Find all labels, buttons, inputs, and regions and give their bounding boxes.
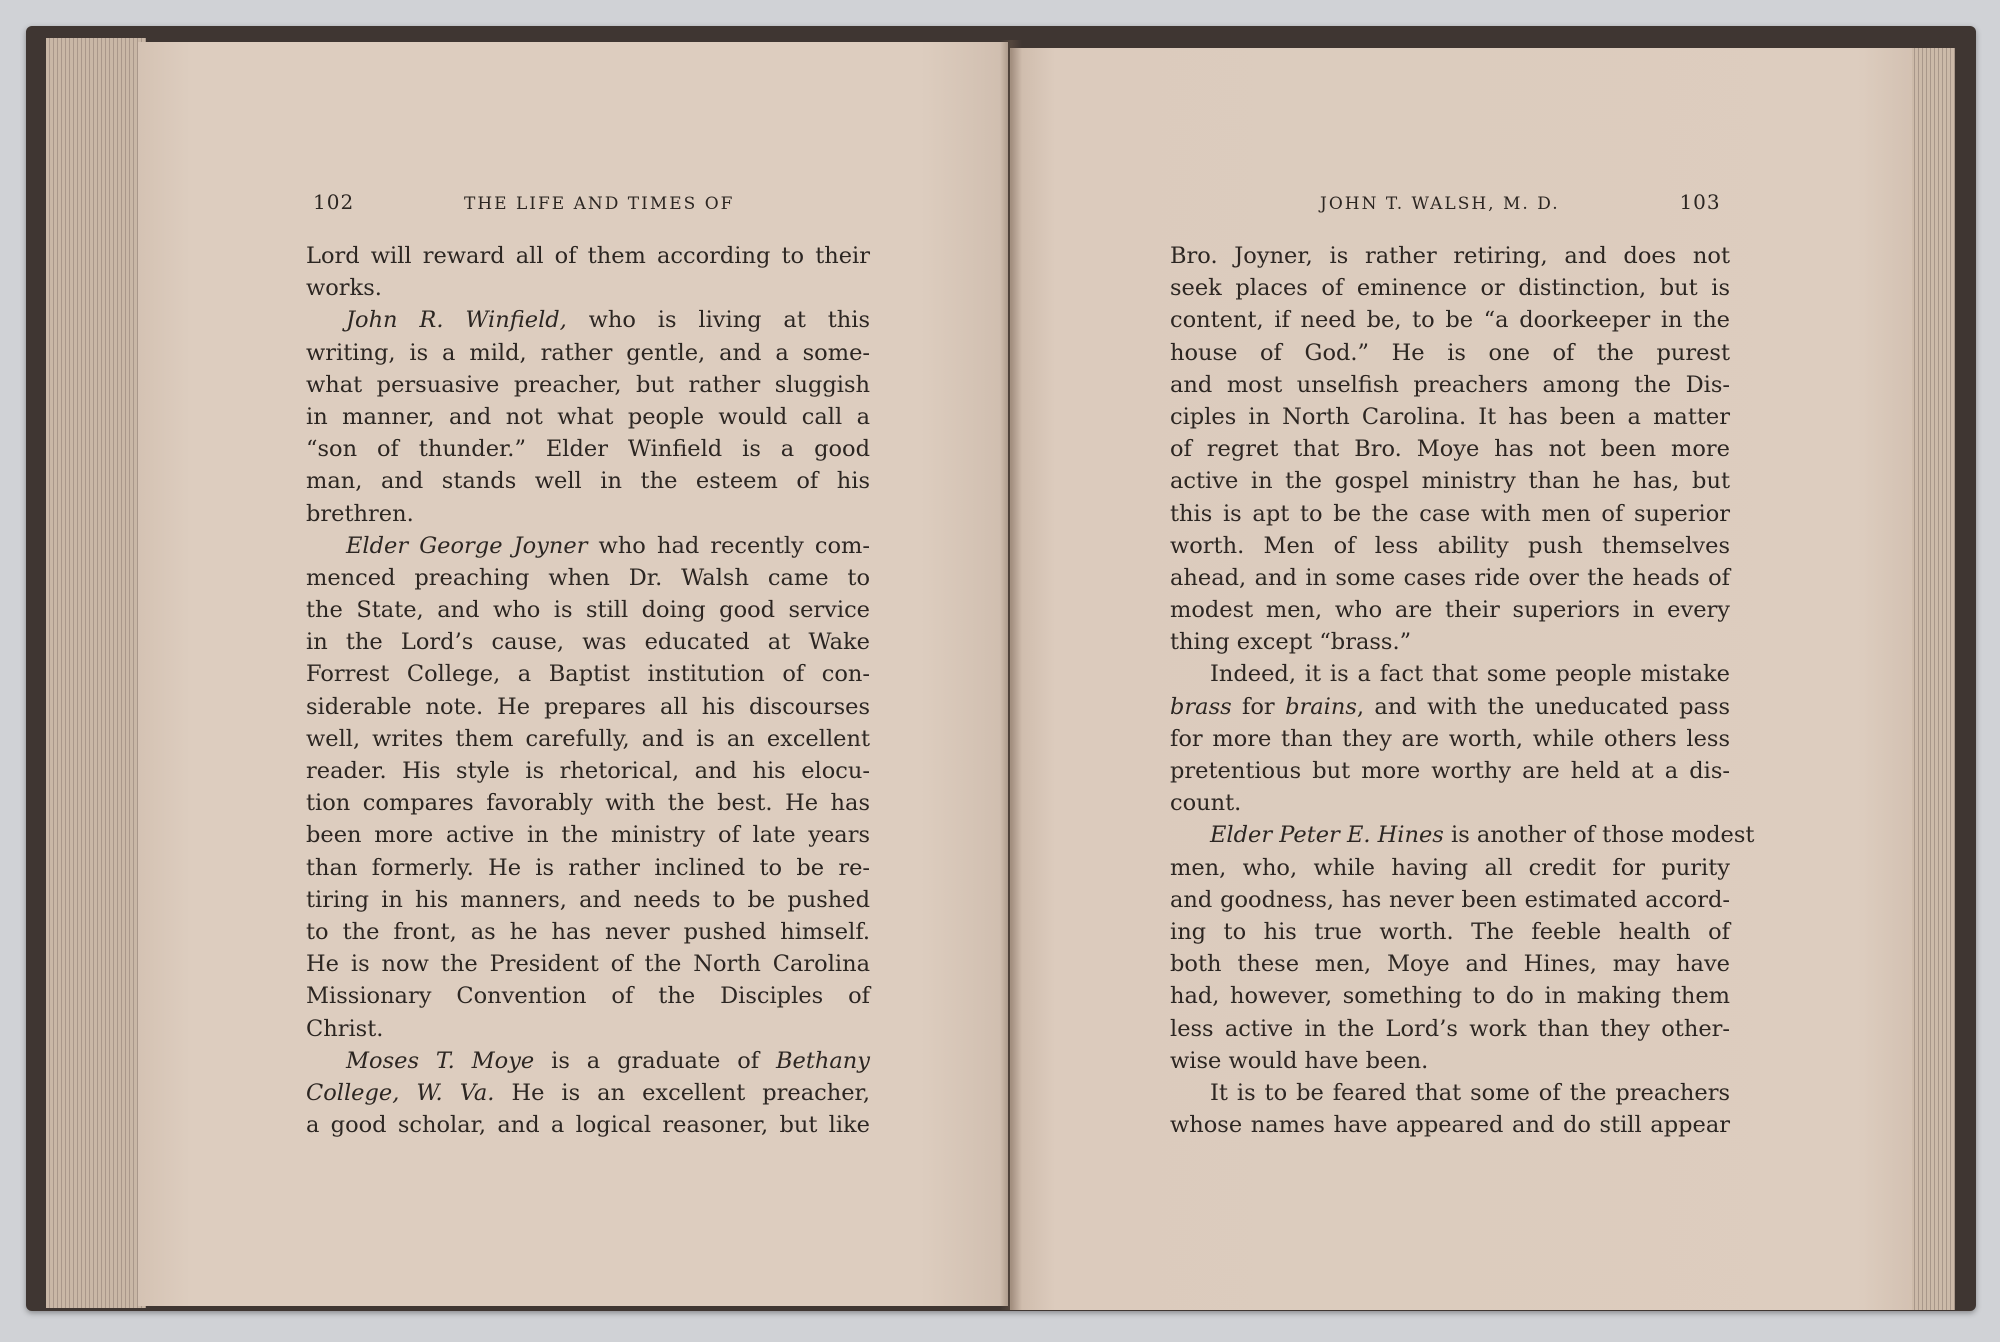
italic-text: Bethany (776, 1047, 870, 1074)
text-line (1170, 1013, 1730, 1045)
line-text: seek places of eminence or distinction, but is (1170, 275, 1730, 302)
text-line (306, 272, 870, 304)
text-line (1170, 819, 1755, 851)
line-text: He is now the President of the North Carolina (306, 951, 870, 978)
line-text: works. (306, 275, 382, 302)
line-text: siderable note. He prepares all his discourses (306, 693, 870, 720)
line-text: whose names have appeared and do still appear (1170, 1112, 1730, 1139)
line-text: He is an excellent preacher, (494, 1079, 870, 1106)
text-line (1170, 1077, 1730, 1109)
line-text: content, if need be, to be “a doorkeeper in the (1170, 307, 1730, 334)
line-text: well, writes them carefully, and is an excellent (306, 725, 870, 752)
text-line (306, 433, 870, 465)
line-text: Lord will reward all of them according to their (306, 243, 870, 269)
text-line (306, 948, 870, 980)
text-line (306, 1109, 870, 1141)
text-line (1170, 755, 1730, 787)
italic-text: Elder Peter E. Hines (1210, 822, 1444, 849)
line-text: to the front, as he has never pushed himself. (306, 918, 870, 945)
line-text: active in the gospel ministry than he has, but (1170, 468, 1730, 495)
line-text: Bro. Joyner, is rather retiring, and does not (1170, 243, 1730, 269)
text-line (306, 594, 870, 626)
line-text: tiring in his manners, and needs to be pushed (306, 886, 870, 913)
line-text: brethren. (306, 500, 414, 527)
text-line (1170, 723, 1730, 755)
italic-text: Moses T. Moye (346, 1047, 535, 1074)
line-text: and goodness, has never been estimated accord- (1170, 886, 1730, 913)
text-line (1170, 1045, 1730, 1077)
line-text: Missionary Convention of the Disciples of (306, 983, 870, 1010)
line-text: , and with the uneducated pass (1356, 693, 1730, 720)
line-text: been more active in the ministry of late years (306, 822, 870, 849)
italic-text: College, W. Va. (306, 1079, 495, 1106)
line-text: man, and stands well in the esteem of his (306, 468, 870, 495)
line-text: who is living at this (566, 307, 871, 334)
text-line (1170, 337, 1730, 369)
line-text: both these men, Moye and Hines, may have (1170, 951, 1730, 978)
text-line (1170, 691, 1730, 723)
text-line (1170, 562, 1730, 594)
text-line (306, 658, 870, 690)
text-line (1170, 658, 1730, 690)
left-header (313, 190, 734, 220)
line-text: is another of those modest (1443, 822, 1755, 849)
line-text: pretentious but more worthy are held at a dis- (1170, 758, 1730, 784)
text-line (306, 626, 870, 658)
italic-text: John R. Winfield, (346, 307, 567, 334)
text-line (306, 401, 870, 433)
line-text: is a graduate of (534, 1047, 776, 1074)
line-text: wise would have been. (1170, 1047, 1429, 1074)
text-line (1170, 884, 1730, 916)
line-text: than formerly. He is rather inclined to be re- (306, 854, 870, 881)
line-text: count. (1170, 790, 1242, 817)
text-line (306, 723, 870, 755)
line-text: It is to be feared that some of the preachers (1210, 1079, 1730, 1106)
text-line (306, 369, 870, 401)
text-line (1170, 626, 1730, 658)
line-text: menced preaching when Dr. Walsh came to (306, 564, 870, 591)
line-text: men, who, while having all credit for purity (1170, 854, 1730, 881)
line-text: ahead, and in some cases ride over the heads of (1170, 564, 1730, 591)
line-text: “son of thunder.” Elder Winfield is a good (306, 436, 870, 463)
italic-text: brass (1170, 693, 1232, 720)
text-line (1170, 787, 1730, 819)
text-line (1170, 852, 1730, 884)
text-line (1170, 530, 1730, 562)
line-text: a good scholar, and a logical reasoner, but like (306, 1112, 870, 1139)
text-line (306, 787, 870, 819)
line-text: ing to his true worth. The feeble health of (1170, 918, 1730, 945)
text-line (1170, 916, 1730, 948)
text-line (1170, 594, 1730, 626)
text-line (306, 530, 870, 562)
text-line (1170, 272, 1730, 304)
line-text: in the Lord’s cause, was educated at Wake (306, 629, 870, 656)
text-line (306, 1045, 870, 1077)
italic-text: brains (1285, 693, 1357, 720)
line-text: this is apt to be the case with men of superior (1170, 500, 1730, 527)
text-line (306, 819, 870, 851)
line-text: ciples in North Carolina. It has been a matter (1170, 403, 1730, 430)
text-line (306, 1013, 870, 1045)
book-gutter (1000, 40, 1022, 1310)
line-text: Indeed, it is a fact that some people mistake (1210, 661, 1730, 688)
line-text: worth. Men of less ability push themselves (1170, 532, 1730, 559)
line-text: and most unselfish preachers among the Dis- (1170, 371, 1730, 398)
line-text: modest men, who are their superiors in every (1170, 597, 1730, 624)
right-running-head: JOHN T. WALSH, M. D. (1320, 194, 1560, 214)
text-line (306, 980, 870, 1012)
text-line (1170, 369, 1730, 401)
text-line (306, 498, 870, 530)
line-text: what persuasive preacher, but rather sluggish (306, 371, 870, 398)
text-line (1170, 498, 1730, 530)
line-text: reader. His style is rhetorical, and his elocu- (306, 758, 870, 784)
text-line (1170, 433, 1730, 465)
line-text: thing except “brass.” (1170, 629, 1412, 656)
left-running-head: THE LIFE AND TIMES OF (464, 194, 735, 214)
line-text: house of God.” He is one of the purest (1170, 339, 1730, 366)
text-line (306, 304, 870, 336)
line-text: for (1231, 693, 1286, 720)
text-line (306, 916, 870, 948)
left-page-number: 102 (313, 190, 355, 214)
italic-text: Elder George Joyner (346, 532, 588, 559)
text-line (1170, 240, 1730, 272)
line-text: the State, and who is still doing good service (306, 597, 870, 624)
text-line (1170, 401, 1730, 433)
line-text: Forrest College, a Baptist institution of con- (306, 661, 870, 688)
line-text: writing, is a mild, rather gentle, and a some- (306, 339, 870, 366)
text-line (1170, 980, 1730, 1012)
right-page-number: 103 (1679, 190, 1721, 214)
line-text: less active in the Lord’s work than they other- (1170, 1015, 1730, 1042)
line-text: had, however, something to do in making them (1170, 983, 1730, 1010)
line-text: Christ. (306, 1015, 384, 1042)
right-header (1320, 190, 1721, 220)
text-line (306, 337, 870, 369)
right-body-text (1170, 240, 1755, 1141)
text-line (306, 755, 870, 787)
text-line (306, 884, 870, 916)
line-text: who had recently com- (587, 532, 870, 559)
text-line (1170, 304, 1730, 336)
line-text: for more than they are worth, while others less (1170, 725, 1730, 752)
line-text: tion compares favorably with the best. He has (306, 790, 870, 817)
text-line (306, 852, 870, 884)
text-line (1170, 1109, 1730, 1141)
text-line (306, 562, 870, 594)
text-line (306, 691, 870, 723)
text-line (306, 465, 870, 497)
text-line (306, 1077, 870, 1109)
left-page-edges (46, 38, 146, 1308)
text-line (306, 240, 870, 272)
line-text: in manner, and not what people would call a (306, 403, 870, 430)
text-line (1170, 465, 1730, 497)
text-line (1170, 948, 1730, 980)
line-text: of regret that Bro. Moye has not been more (1170, 436, 1730, 463)
left-body-text (306, 240, 870, 1141)
